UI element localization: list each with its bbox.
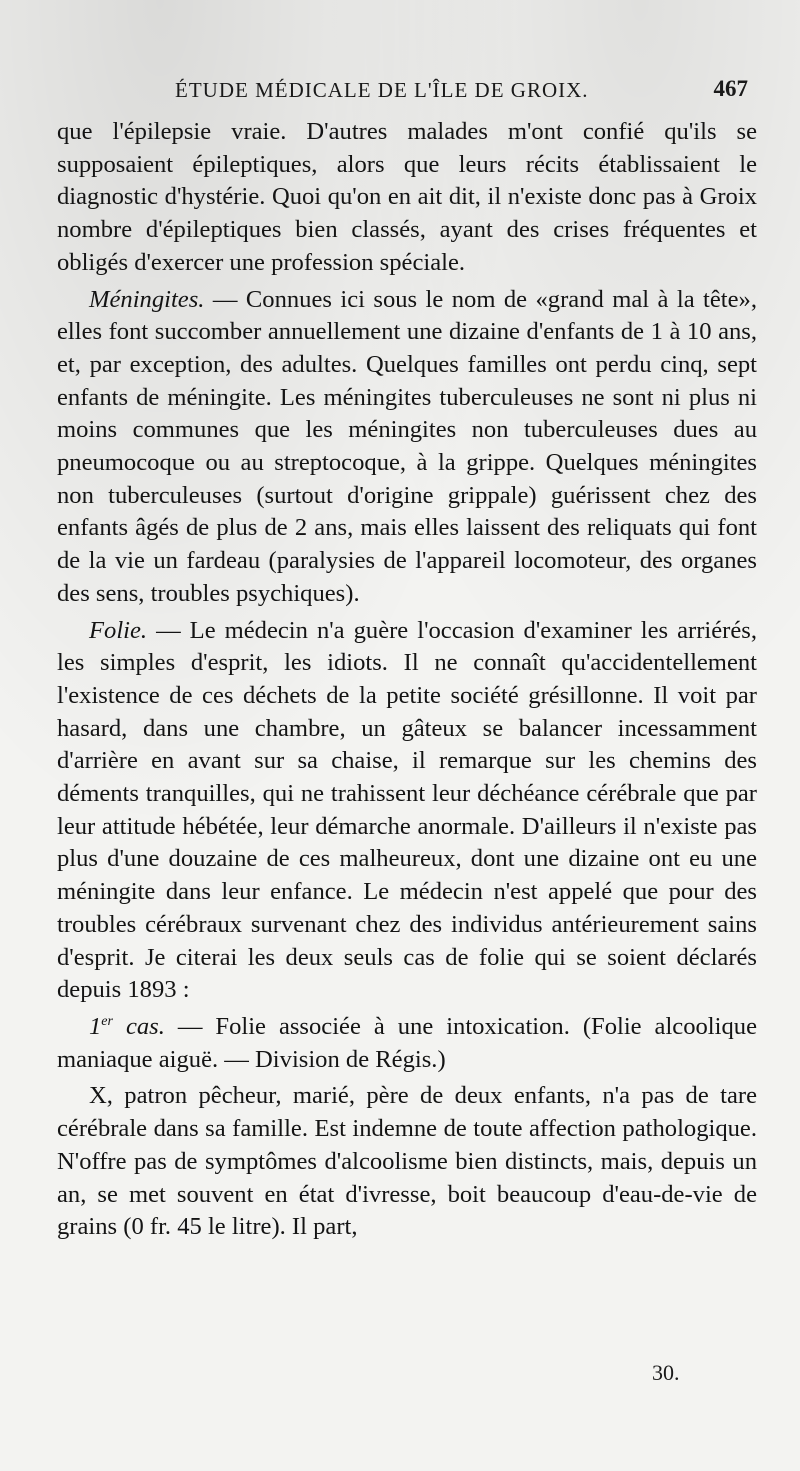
case-number-superscript: er (101, 1013, 113, 1029)
running-title: ÉTUDE MÉDICALE DE L'ÎLE DE GROIX. (175, 78, 589, 102)
paragraph-text: — Le médecin n'a guère l'occasion d'examiner les arriérés, les simples d'esprit, les idiots. Il ne connaît qu'accidentellement l'existence de ces déchets de la petite société grésillonne. Il voit par hasard, dans une chambre, un gâteux se balancer incessamment d'arrière en avant sur sa chaise, il remarque sur les chemins des déments tranquilles, qui ne trahissent leur déchéance cérébrale que par leur attitude hébétée, leur démarche anormale. D'ailleurs il n'existe pas plus d'une douzaine de ces malheureux, dont une dizaine ont eu une méningite dans leur enfance. Le médecin n'est appelé que pour des troubles cérébraux survenant chez des individus antérieurement sains d'esprit. Je citerai les deux seuls cas de folie qui se soient déclarés depuis 1893 : (57, 616, 757, 1004)
paragraph-premier-cas (57, 1011, 757, 1076)
paragraph-case-description (57, 1080, 757, 1244)
signature-mark: 30. (652, 1360, 680, 1385)
section-lead-folie: Folie. (89, 616, 148, 644)
paragraph-text: que l'épilepsie vraie. D'autres malades m'ont confié qu'ils se supposaient épileptiques, alors que leurs récits établissaient le diagnostic d'hystérie. Quoi qu'on en ait dit, il n'existe donc pas à Groix nombre d'épileptiques bien classés, ayant des crises fréquentes et obligés d'exercer une profession spéciale. (57, 118, 757, 276)
paragraph-text: — Folie associée à une intoxication. (Folie alcoolique maniaque aiguë. — Division de Régis.) (57, 1012, 757, 1073)
section-lead-cas: cas. (112, 1012, 165, 1040)
paragraph-meningites (57, 284, 757, 611)
paragraph-folie (57, 615, 757, 1007)
paragraph-text: — Connues ici sous le nom de «grand mal à la tête», elles font succomber annuellement une dizaine d'enfants de 1 à 10 ans, et, par exception, des adultes. Quelques familles ont perdu cinq, sept enfants de méningite. Les méningites tuberculeuses ne sont ni plus ni moins communes que les méningites non tuberculeuses dues au pneumocoque ou au streptocoque, à la grippe. Quelques méningites non tuberculeuses (surtout d'origine grippale) guérissent chez des enfants âgés de plus de 2 ans, mais elles laissent des reliquats qui font de la vie un fardeau (paralysies de l'appareil locomoteur, des organes des sens, troubles psychiques). (57, 285, 757, 607)
running-header (60, 74, 760, 108)
section-lead-meningites: Méningites. (89, 285, 205, 313)
case-number: 1 (89, 1012, 102, 1040)
body-text (57, 116, 757, 1244)
paragraph-epilepsie (57, 116, 757, 280)
page-number: 467 (713, 76, 748, 101)
paragraph-text: X, patron pêcheur, marié, père de deux enfants, n'a pas de tare cérébrale dans sa famille. Est indemne de toute affection pathologique. N'offre pas de symptômes d'alcoolisme bien distincts, mais, depuis un an, se met souvent en état d'ivresse, boit beaucoup d'eau-de-vie de grains (0 fr. 45 le litre). Il part, (57, 1082, 757, 1241)
